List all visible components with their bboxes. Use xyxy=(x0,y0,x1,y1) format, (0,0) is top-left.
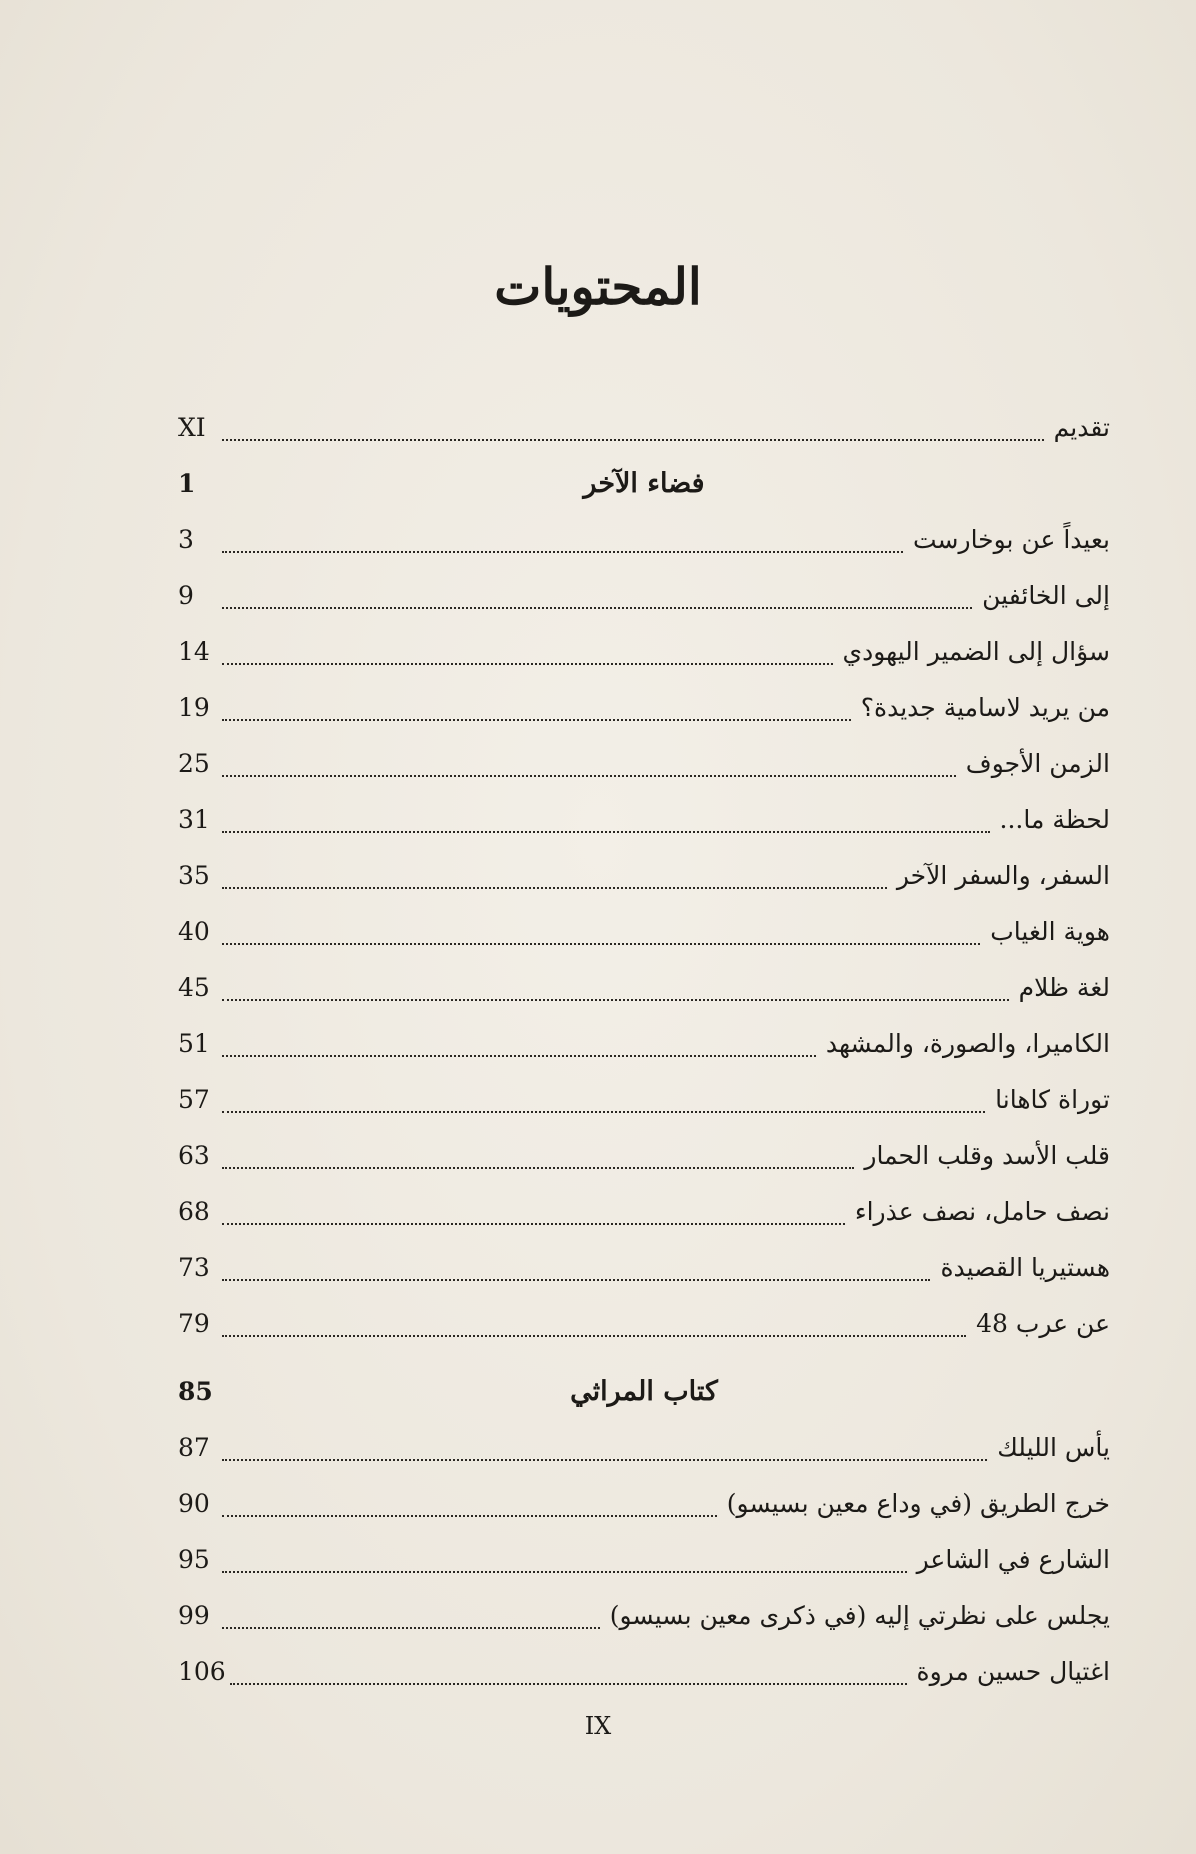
toc-entry-page: 57 xyxy=(178,1085,210,1114)
toc-entry xyxy=(178,1128,1110,1184)
toc-entry xyxy=(178,1296,1110,1352)
toc-entry-label: من يريد لاسامية جديدة؟ xyxy=(860,693,1110,722)
dot-leader xyxy=(222,1459,987,1461)
toc-entry-label: عن عرب 48 xyxy=(976,1309,1110,1338)
toc-entry-label: إلى الخائفين xyxy=(982,581,1110,610)
dot-leader xyxy=(222,1335,966,1337)
dot-leader xyxy=(222,1279,930,1281)
toc-entry-label: هوية الغياب xyxy=(990,917,1110,946)
toc-entry-label: لغة ظلام xyxy=(1018,973,1110,1002)
toc-entry-page: 95 xyxy=(178,1545,210,1574)
dot-leader xyxy=(222,1627,600,1629)
toc-entry-label: قلب الأسد وقلب الحمار xyxy=(864,1141,1110,1170)
dot-leader xyxy=(222,1223,845,1225)
dot-leader xyxy=(222,607,972,609)
dot-leader xyxy=(222,1515,717,1517)
toc-entry xyxy=(178,1016,1110,1072)
dot-leader xyxy=(222,1571,907,1573)
toc-entry xyxy=(178,736,1110,792)
toc-entry-page: 51 xyxy=(178,1029,210,1058)
dot-leader xyxy=(222,999,1009,1001)
toc-entry-page: 9 xyxy=(178,581,194,610)
toc-section-page: 85 xyxy=(178,1377,213,1406)
toc-entry-label: خرج الطريق (في وداع معين بسيسو) xyxy=(726,1489,1110,1518)
table-of-contents xyxy=(178,400,1110,1700)
toc-entry-page: 63 xyxy=(178,1141,210,1170)
toc-entry-page: 25 xyxy=(178,749,210,778)
toc-entry-page: 40 xyxy=(178,917,210,946)
toc-entry xyxy=(178,1420,1110,1476)
toc-entry xyxy=(178,848,1110,904)
dot-leader xyxy=(222,663,833,665)
toc-entry-page: 3 xyxy=(178,525,194,554)
toc-section-page: 1 xyxy=(178,469,196,498)
dot-leader xyxy=(222,551,903,553)
dot-leader xyxy=(222,1167,854,1169)
dot-leader xyxy=(230,1683,907,1685)
toc-entry xyxy=(178,1644,1110,1700)
dot-leader xyxy=(222,943,980,945)
toc-entry xyxy=(178,960,1110,1016)
dot-leader xyxy=(222,439,1044,441)
toc-entry-page: 79 xyxy=(178,1309,210,1338)
toc-entry-label: يجلس على نظرتي إليه (في ذكرى معين بسيسو) xyxy=(609,1601,1110,1630)
toc-entry xyxy=(178,792,1110,848)
toc-entry-page: 45 xyxy=(178,973,210,1002)
toc-entry-label: الشارع في الشاعر xyxy=(916,1545,1110,1574)
toc-entry-page: 19 xyxy=(178,693,210,722)
toc-entry-label: هستيريا القصيدة xyxy=(940,1253,1110,1282)
toc-entry-page: 31 xyxy=(178,805,210,834)
toc-entry-page: 35 xyxy=(178,861,210,890)
toc-section-label: فضاء الآخر xyxy=(583,468,705,499)
toc-entry-page: 90 xyxy=(178,1489,210,1518)
dot-leader xyxy=(222,775,956,777)
toc-entry-page: 106 xyxy=(178,1657,226,1686)
toc-entry-label: سؤال إلى الضمير اليهودي xyxy=(842,637,1110,666)
toc-entry-label: السفر، والسفر الآخر xyxy=(896,861,1110,890)
toc-entry xyxy=(178,624,1110,680)
toc-entry xyxy=(178,1588,1110,1644)
toc-entry-label: يأس الليلك xyxy=(997,1433,1110,1462)
toc-entry xyxy=(178,512,1110,568)
toc-entry xyxy=(178,1184,1110,1240)
toc-section-label: كتاب المراثي xyxy=(570,1376,718,1407)
toc-entry xyxy=(178,904,1110,960)
dot-leader xyxy=(222,831,990,833)
toc-entry xyxy=(178,568,1110,624)
toc-entry-page: 87 xyxy=(178,1433,210,1462)
page-title: المحتويات xyxy=(494,257,702,316)
toc-entry-page: 14 xyxy=(178,637,210,666)
dot-leader xyxy=(222,1055,816,1057)
toc-entry-label: نصف حامل، نصف عذراء xyxy=(854,1197,1110,1226)
toc-entry-page: 73 xyxy=(178,1253,210,1282)
toc-entry xyxy=(178,1532,1110,1588)
toc-entry xyxy=(178,680,1110,736)
dot-leader xyxy=(222,719,851,721)
toc-section-heading xyxy=(178,456,1110,512)
toc-entry xyxy=(178,1476,1110,1532)
toc-entry-label: بعيداً عن بوخارست xyxy=(913,525,1110,554)
toc-entry-page: 99 xyxy=(178,1601,210,1630)
toc-entry xyxy=(178,1240,1110,1296)
toc-entry-label: الزمن الأجوف xyxy=(965,749,1110,778)
dot-leader xyxy=(222,887,887,889)
toc-entry-page: 68 xyxy=(178,1197,210,1226)
toc-entry-label: لحظة ما... xyxy=(999,805,1110,834)
toc-entry-label: توراة كاهانا xyxy=(995,1085,1110,1114)
toc-entry xyxy=(178,1072,1110,1128)
dot-leader xyxy=(222,1111,985,1113)
toc-section-heading xyxy=(178,1364,1110,1420)
toc-entry-label: تقديم xyxy=(1053,413,1110,442)
toc-entry xyxy=(178,400,1110,456)
toc-entry-label: الكاميرا، والصورة، والمشهد xyxy=(825,1029,1110,1058)
toc-entry-page: XI xyxy=(178,413,206,442)
page-number: IX xyxy=(584,1712,612,1740)
toc-entry-label: اغتيال حسين مروة xyxy=(916,1657,1110,1686)
